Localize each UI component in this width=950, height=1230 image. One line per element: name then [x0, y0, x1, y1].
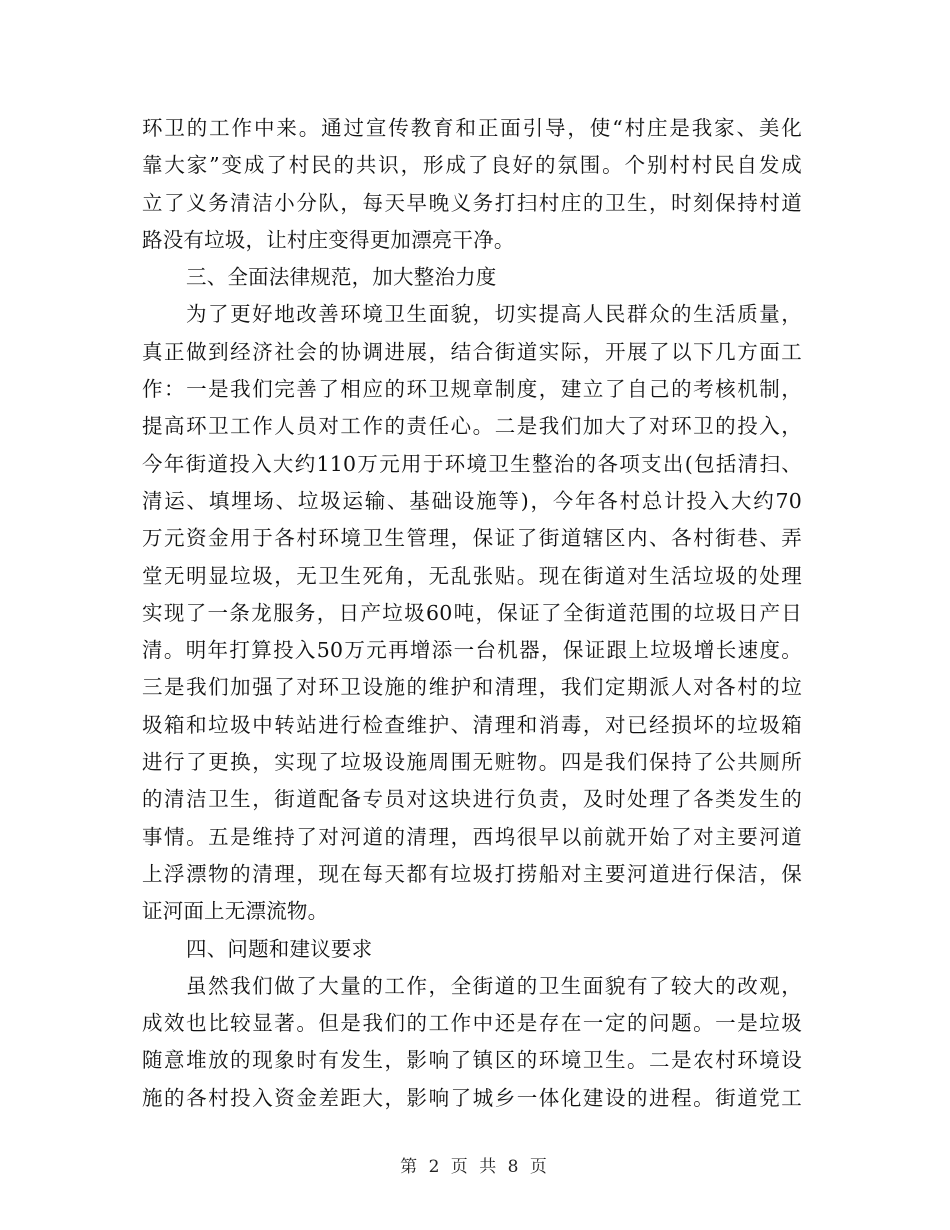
text-line: 堂无明显垃圾，无卫生死角，无乱张贴。现在街道对生活垃圾的处理 [142, 563, 802, 588]
text-line: 靠大家”变成了村民的共识，形成了良好的氛围。个别村村民自发成 [142, 153, 802, 178]
text-line: 三是我们加强了对环卫设施的维护和清理，我们定期派人对各村的垃 [142, 675, 802, 700]
text-line: 成效也比较显著。但是我们的工作中还是存在一定的问题。一是垃圾 [142, 1011, 802, 1036]
text-line: 真正做到经济社会的协调进展，结合街道实际，开展了以下几方面工 [142, 339, 802, 364]
text-line: 环卫的工作中来。通过宣传教育和正面引导，使“村庄是我家、美化 [142, 116, 802, 140]
text-line: 路没有垃圾，让村庄变得更加漂亮干净。 [142, 227, 515, 252]
text-line: 圾箱和垃圾中转站进行检查维护、清理和消毒，对已经损坏的垃圾箱 [142, 712, 802, 737]
text-line: 今年街道投入大约110万元用于环境卫生整治的各项支出(包括清扫、 [142, 451, 802, 476]
text-line: 清运、填埋场、垃圾运输、基础设施等)，今年各村总计投入大约70 [142, 488, 802, 513]
document-body [142, 110, 802, 1117]
text-line: 随意堆放的现象时有发生，影响了镇区的环境卫生。二是农村环境设 [142, 1048, 802, 1073]
text-line: 虽然我们做了大量的工作，全街道的卫生面貌有了较大的改观， [186, 973, 802, 998]
text-line: 提高环卫工作人员对工作的责任心。二是我们加大了对环卫的投入， [142, 414, 802, 439]
text-line: 为了更好地改善环境卫生面貌，切实提高人民群众的生活质量， [186, 302, 802, 327]
section-heading: 三、全面法律规范，加大整治力度 [186, 265, 497, 290]
text-line: 证河面上无漂流物。 [142, 899, 329, 924]
text-line: 实现了一条龙服务，日产垃圾60吨，保证了全街道范围的垃圾日产日 [142, 600, 802, 625]
page-footer: 第 2 页 共 8 页 [400, 1157, 550, 1177]
text-line: 立了义务清洁小分队，每天早晚义务打扫村庄的卫生，时刻保持村道 [142, 190, 802, 215]
text-line: 的清洁卫生，街道配备专员对这块进行负责，及时处理了各类发生的 [142, 787, 802, 812]
text-line: 上浮漂物的清理，现在每天都有垃圾打捞船对主要河道进行保洁，保 [142, 861, 802, 886]
text-line: 清。明年打算投入50万元再增添一台机器，保证跟上垃圾增长速度。 [142, 638, 802, 663]
text-line: 施的各村投入资金差距大，影响了城乡一体化建设的进程。街道党工 [142, 1085, 802, 1110]
text-line: 万元资金用于各村环境卫生管理，保证了街道辖区内、各村街巷、弄 [142, 526, 802, 551]
text-line: 事情。五是维持了对河道的清理，西坞很早以前就开始了对主要河道 [142, 824, 802, 849]
text-line: 进行了更换，实现了垃圾设施周围无赃物。四是我们保持了公共厕所 [142, 750, 802, 775]
section-heading: 四、问题和建议要求 [186, 936, 373, 961]
text-line: 作：一是我们完善了相应的环卫规章制度，建立了自己的考核机制， [142, 377, 802, 402]
